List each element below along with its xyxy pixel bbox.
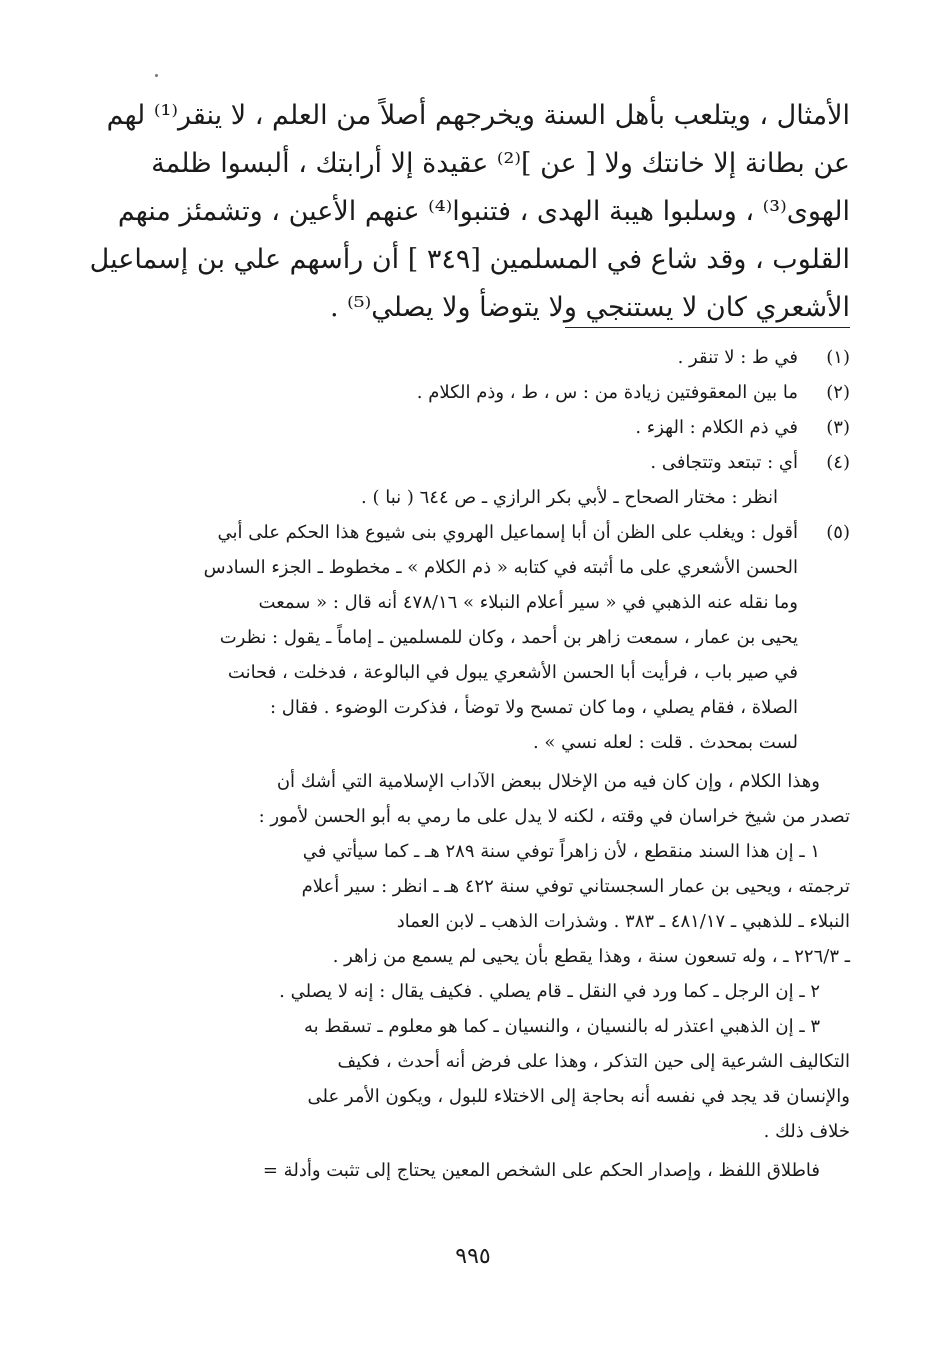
commentary-text: ٣ ـ إن الذهبي اعتذر له بالنسيان ، والنسيان ـ كما هو معلوم ـ تسقط به: [304, 1016, 820, 1037]
commentary-text: ١ ـ إن هذا السند منقطع ، لأن زاهراً توفي سنة ٢٨٩ هـ ـ كما سيأتي في: [302, 841, 820, 862]
footnote-2: [140, 375, 850, 410]
footnote-text: في صير باب ، فرأيت أبا الحسن الأشعري يبول في البالوعة ، فدخلت ، فحانت: [227, 662, 798, 683]
footnotes-block: [140, 340, 850, 1188]
footnote-3: [140, 410, 850, 445]
footnote-number: (٢): [826, 382, 850, 403]
commentary-text: تصدر من شيخ خراسان في وقته ، لكنه لا يدل على ما رمي به أبو الحسن لأمور :: [258, 806, 850, 827]
commentary-closing: [140, 1153, 850, 1188]
footnote-number: (٣): [826, 417, 850, 438]
footnote-number: (٤): [826, 452, 850, 473]
main-text-line: الهوى⁽³⁾ ، وسلبوا هيبة الهدى ، فتنبوا⁽⁴⁾ عنهم الأعين ، وتشمئز منهم: [117, 196, 850, 227]
commentary-point-3: [140, 1009, 850, 1149]
footnote-text: أقول : ويغلب على الظن أن أبا إسماعيل الهروي بنى شيوع هذا الحكم على أبي: [217, 522, 798, 543]
main-text-line: القلوب ، وقد شاع في المسلمين [٣٤٩ ] أن رأسهم علي بن إسماعيل: [89, 244, 850, 275]
commentary-text: وهذا الكلام ، وإن كان فيه من الإخلال ببعض الآداب الإسلامية التي أشك أن: [276, 771, 820, 792]
commentary-point-1: [140, 834, 850, 974]
commentary-text: فاطلاق اللفظ ، وإصدار الحكم على الشخص المعين يحتاج إلى تثبت وأدلة =: [262, 1160, 820, 1181]
main-text-line: عن بطانة إلا خانتك ولا [ عن ]⁽²⁾ عقيدة إلا أرابتك ، ألبسوا ظلمة: [151, 148, 850, 179]
footnote-4: [140, 445, 850, 515]
footnote-separator: [565, 327, 850, 328]
footnote-text: انظر : مختار الصحاح ـ لأبي بكر الرازي ـ ص ٦٤٤ ( نبا ) .: [361, 487, 778, 508]
footnote-text: في ط : لا تنقر .: [677, 347, 798, 368]
footnote-text: الصلاة ، فقام يصلي ، وما كان تمسح ولا توضأ ، فذكرت الوضوء . فقال :: [269, 697, 798, 718]
footnote-text: وما نقله عنه الذهبي في « سير أعلام النبلاء » ٤٧٨/١٦ أنه قال : « سمعت: [258, 592, 798, 613]
commentary-text: التكاليف الشرعية إلى حين التذكر ، وهذا على فرض أنه أحدث ، فكيف: [337, 1051, 850, 1072]
commentary-text: ـ ٢٢٦/٣ ـ ، وله تسعون سنة ، وهذا يقطع بأن يحيى لم يسمع من زاهر .: [332, 946, 850, 967]
footnote-text: ما بين المعقوفتين زيادة من : س ، ط ، وذم الكلام .: [416, 382, 798, 403]
footnote-text: الحسن الأشعري على ما أثبته في كتابه « ذم الكلام » ـ مخطوط ـ الجزء السادس: [203, 557, 798, 578]
main-text-block: [89, 92, 850, 332]
commentary-text: خلاف ذلك .: [763, 1121, 850, 1142]
footnote-number: (١): [826, 347, 850, 368]
commentary-text: ٢ ـ إن الرجل ـ كما ورد في النقل ـ قام يصلي . فكيف يقال : إنه لا يصلي .: [279, 981, 820, 1002]
main-text-line: الأشعري كان لا يستنجي ولا يتوضأ ولا يصلي⁽⁵⁾ .: [329, 292, 850, 323]
main-text-line: الأمثال ، ويتلعب بأهل السنة ويخرجهم أصلاً من العلم ، لا ينقر⁽¹⁾ لهم: [106, 100, 850, 131]
commentary-text: النبلاء ـ للذهبي ـ ٤٨١/١٧ ـ ٣٨٣ . وشذرات الذهب ـ لابن العماد: [396, 911, 850, 932]
page-number: ٩٩٥: [455, 1244, 491, 1269]
footnote-number: (٥): [826, 522, 850, 543]
footnote-text: لست بمحدث . قلت : لعله نسي » .: [532, 732, 798, 753]
commentary-text: ترجمته ، ويحيى بن عمار السجستاني توفي سنة ٤٢٢ هـ ـ انظر : سير أعلام: [301, 876, 850, 897]
footnote-1: [140, 340, 850, 375]
commentary-point-2: [140, 974, 850, 1009]
footnote-5: [140, 515, 850, 760]
scan-speck: [155, 74, 158, 77]
commentary-paragraph: [140, 764, 850, 834]
footnote-text: في ذم الكلام : الهزء .: [635, 417, 798, 438]
footnote-text: يحيى بن عمار ، سمعت زاهر بن أحمد ، وكان للمسلمين ـ إماماً ـ يقول : نظرت: [219, 627, 798, 648]
footnote-text: أي : تبتعد وتتجافى .: [650, 452, 798, 473]
commentary-text: والإنسان قد يجد في نفسه أنه بحاجة إلى الاختلاء للبول ، ويكون الأمر على: [307, 1086, 850, 1107]
